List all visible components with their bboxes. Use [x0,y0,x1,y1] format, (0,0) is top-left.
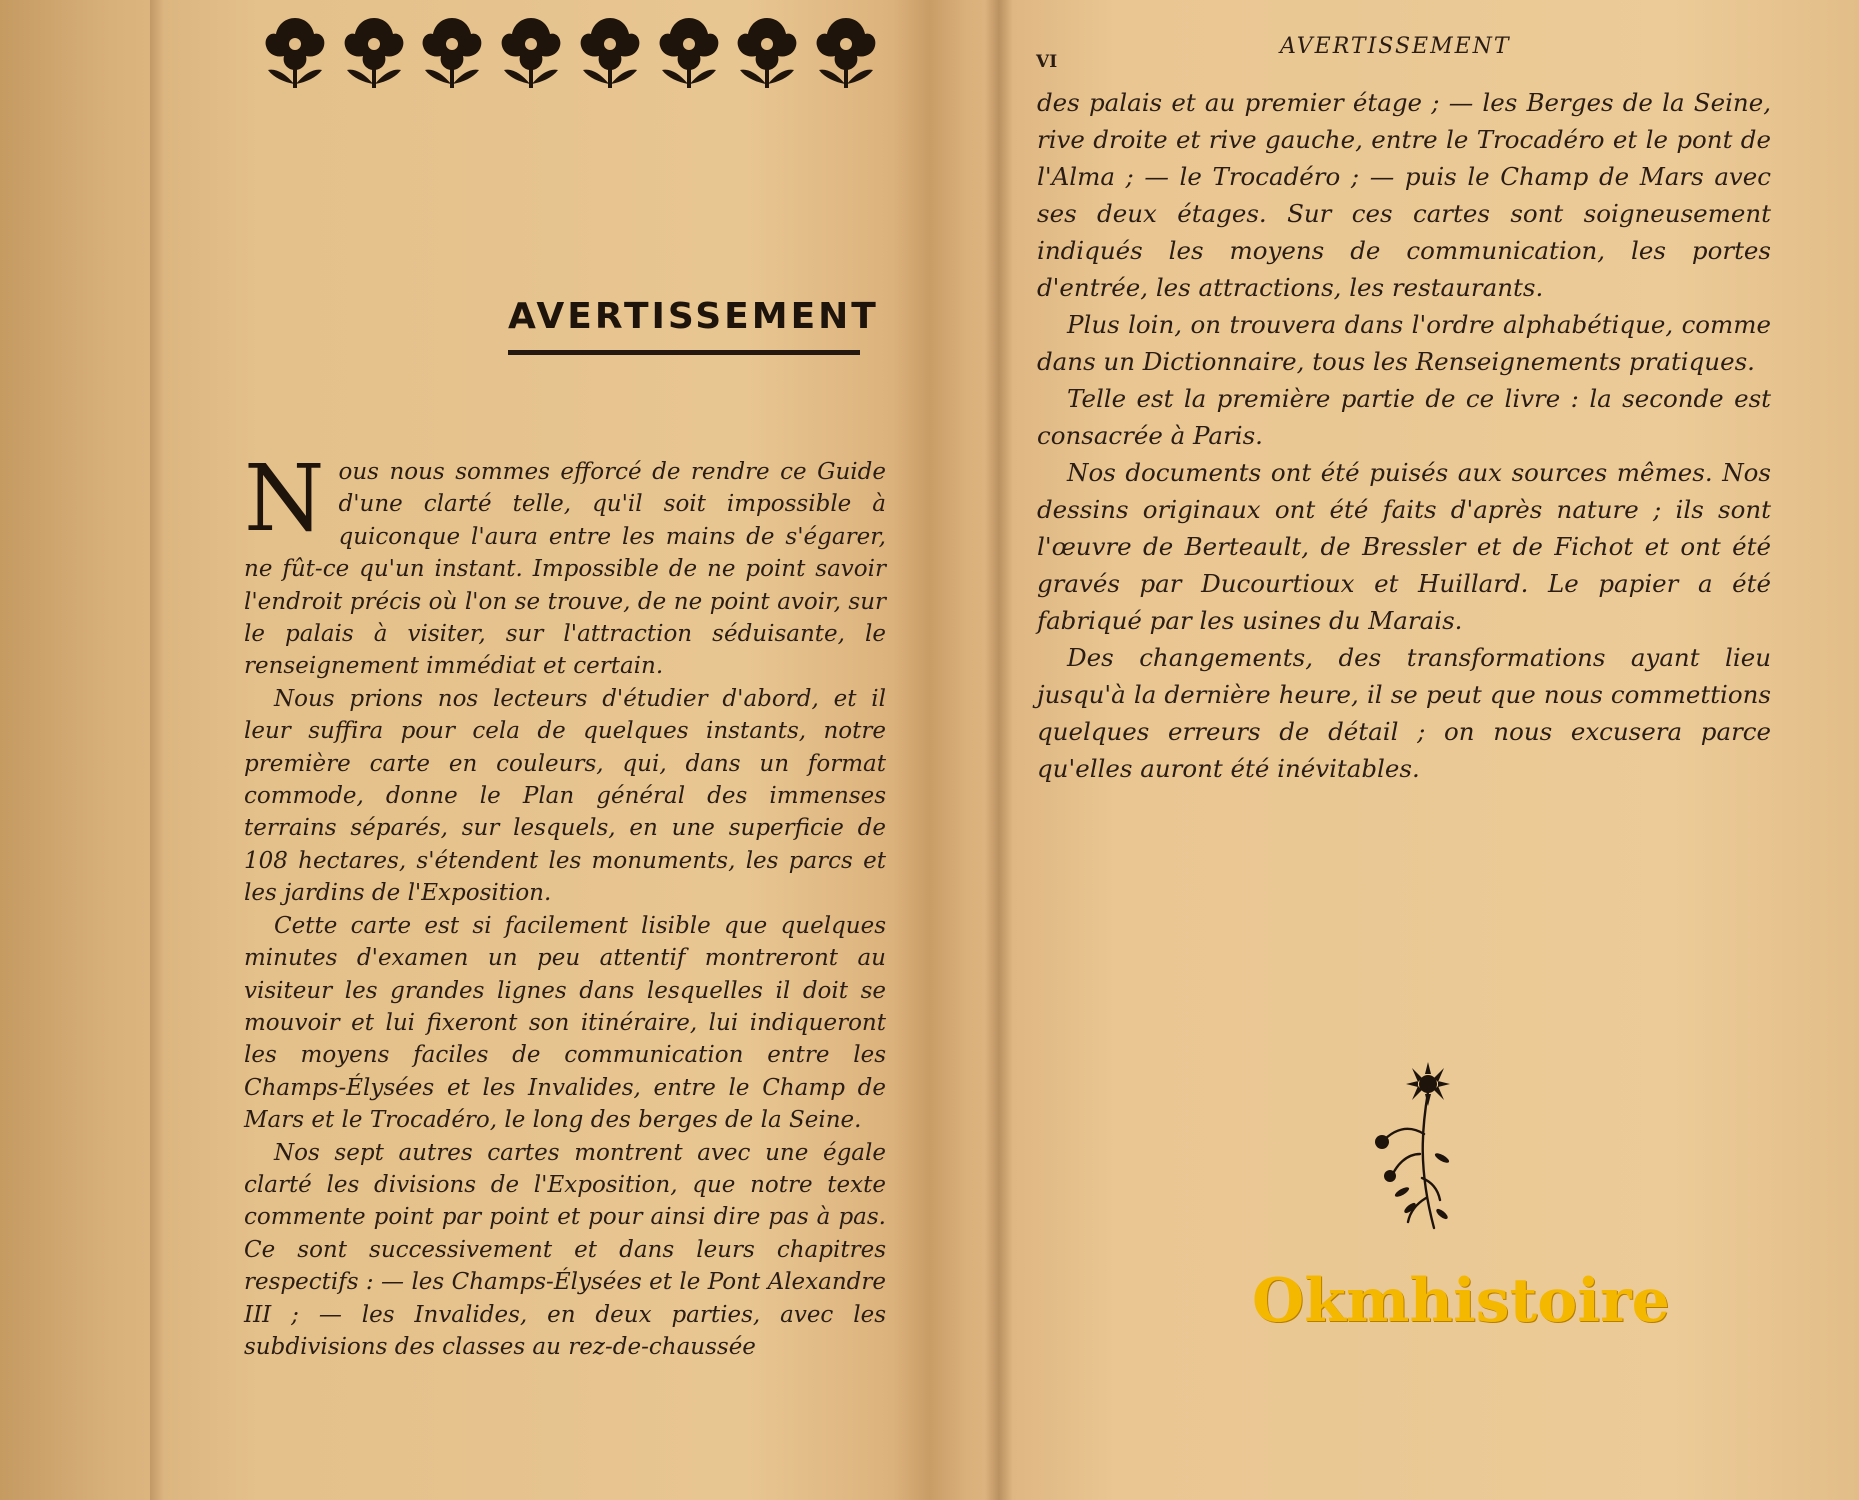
watermark-logo: Okmhistoire [1252,1266,1670,1336]
right-page-body [1037,84,1771,787]
paragraph: Des changements, des transformations ayant lieu jusqu'à la dernière heure, il se peut que nous commettions quelques erreurs de détail ; on nous excusera parce qu'elles auront été inévitables. [1037,643,1771,783]
flower-ornament-icon [337,10,411,90]
paragraph [244,445,886,683]
paragraph: Telle est la première partie de ce livre : la seconde est consacrée à Paris. [1037,384,1771,450]
title-underline [508,350,860,355]
paragraph: Cette carte est si facilement lisible que quelques minutes d'examen un peu attentif montreront au visiteur les grandes lignes dans lesquelles il doit se mouvoir et lui fixeront son itinéraire, lui indiqueront les moyens faciles de communication entre les Champs-Élysées et les Invalides, entre le Champ de Mars et le Trocadéro, le long des berges de la Seine. [244,912,886,1134]
paragraph: des palais et au premier étage ; — les Berges de la Seine, rive droite et rive gauche, entre le Trocadéro et le pont de l'Alma ; — le Trocadéro ; — puis le Champ de Mars avec ses deux étages. Sur ces cartes sont soigneusement indiqués les moyens de communication, les portes d'entrée, les attractions, les restaurants. [1037,88,1771,302]
flower-ornament-icon [258,10,332,90]
paragraph: Plus loin, on trouvera dans l'ordre alphabétique, comme dans un Dictionnaire, tous les Renseignements pratiques. [1037,310,1771,376]
flower-ornament-icon [573,10,647,90]
cornflower-vignette-icon [1362,1058,1472,1234]
paragraph-text: ous nous sommes efforcé de rendre ce Guide d'une clarté telle, qu'il soit impossible à quiconque l'aura entre les mains de s'égarer, ne fût-ce qu'un instant. Impossible de ne point savoir l'endroit précis où l'on se trouve, de ne point avoir, sur le palais à visiter, sur l'attraction séduisante, le renseignement immédiat et certain. [244,459,886,680]
page-title: AVERTISSEMENT [508,296,879,337]
flower-ornament-icon [730,10,804,90]
flower-ornament-icon [415,10,489,90]
page-number: VI [1036,52,1058,72]
flower-ornament-icon [494,10,568,90]
floral-ornament-band [258,10,883,90]
drop-cap: N [244,445,325,552]
flower-ornament-icon [652,10,726,90]
left-page-body [244,445,886,1363]
paragraph: Nos sept autres cartes montrent avec une égale clarté les divisions de l'Exposition, que notre texte commente point par point et pour ainsi dire pas à pas. Ce sont successivement et dans leurs chapitres respectifs : — les Champs-Élysées et le Pont Alexandre III ; — les Invalides, en deux parties, avec les subdivisions des classes au rez-de-chaussée [244,1139,886,1360]
paragraph: Nous prions nos lecteurs d'étudier d'abord, et il leur suffira pour cela de quelques instants, notre première carte en couleurs, qui, dans un format commode, donne le Plan général des immenses terrains séparés, sur lesquels, en une superficie de 108 hectares, s'étendent les monuments, les parcs et les jardins de l'Exposition. [244,685,886,907]
running-head: AVERTISSEMENT [1280,34,1511,59]
flower-ornament-icon [809,10,883,90]
paragraph: Nos documents ont été puisés aux sources mêmes. Nos dessins originaux ont été faits d'après nature ; ils sont l'œuvre de Berteault, de Bressler et de Fichot et ont été gravés par Ducourtioux et Huillard. Le papier a été fabriqué par les usines du Marais. [1037,458,1771,635]
